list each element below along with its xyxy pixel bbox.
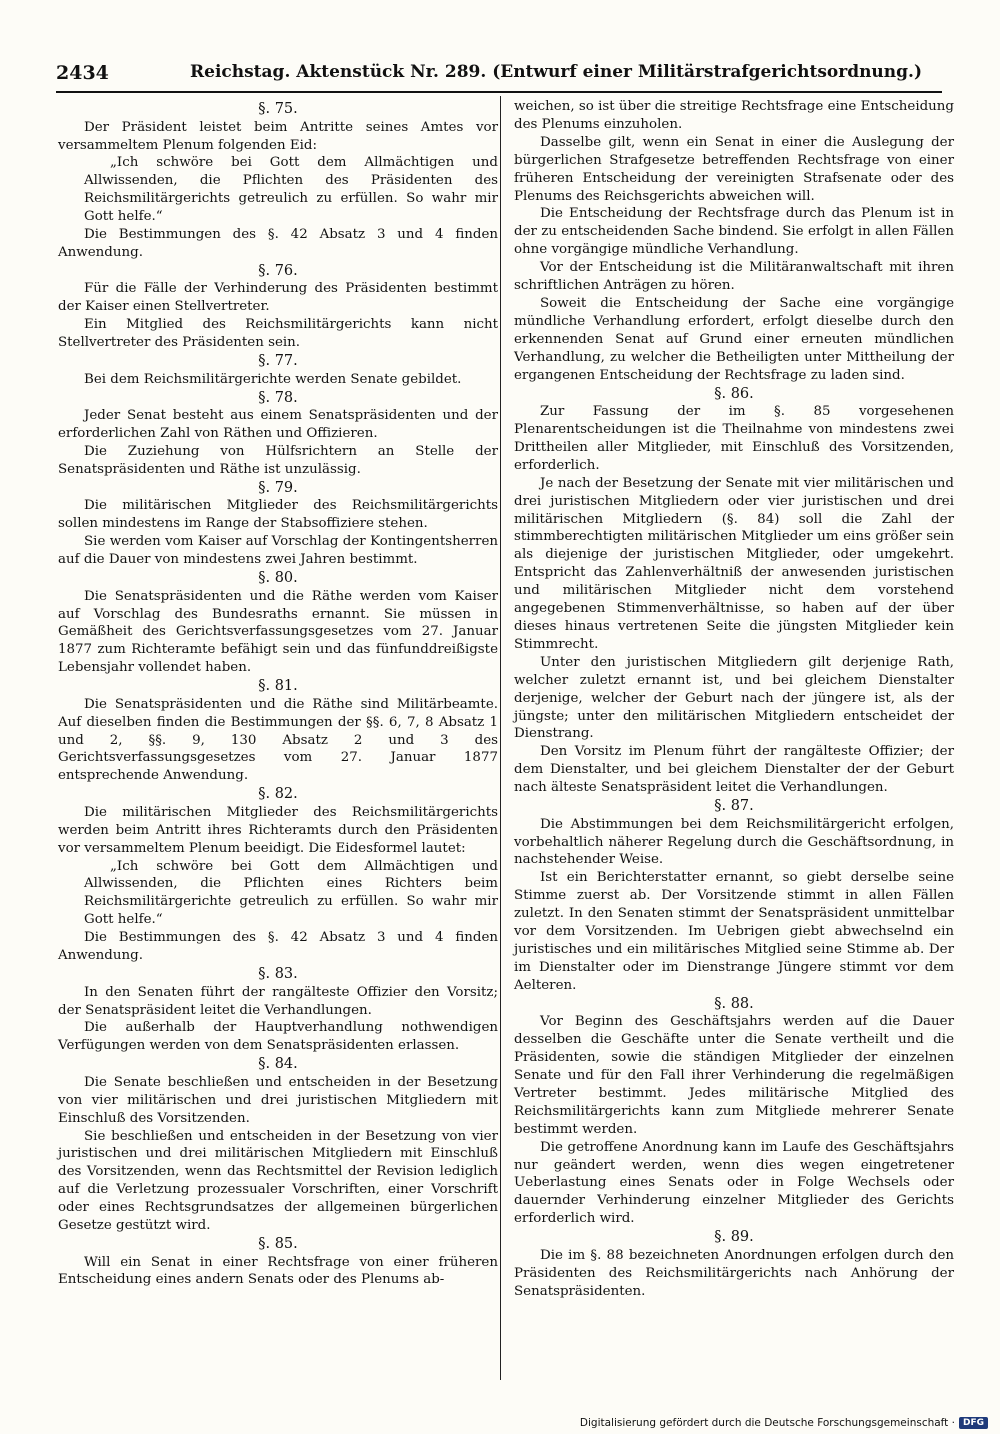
page-header [56,54,946,88]
paragraph: Zur Fassung der im §. 85 vorgesehenen Plenarentscheidungen ist die Theilnahme von mindestens zwei Drittheilen aller Mitglieder, mit Einschluß des Vorsitzenden, erforderlich. [514,404,954,473]
paragraph: Will ein Senat in einer Rechtsfrage von einer früheren Entscheidung eines andern Senats oder des Plenums ab- [58,1254,498,1288]
paragraph: Ist ein Berichterstatter ernannt, so giebt derselbe seine Stimme zuerst ab. Der Vorsitzende stimmt in allen Fällen zuletzt. In den Senaten stimmt der Senatspräsident unmittelbar vor dem Vorsitzenden. Im Uebrigen giebt abwechselnd ein juristisches und ein militärisches Mitglied seine Stimme ab. Der im Dienstalter oder im Dienstrange Jüngere stimmt vor dem Aelteren. [514,870,954,993]
header-rule [56,91,942,93]
section-heading: §. 86. [714,385,754,402]
paragraph: Die getroffene Anordnung kann im Laufe des Geschäftsjahrs nur geändert werden, wenn dies wegen eingetretener Ueberlastung eines Senats oder in Folge Wechsels oder dauernder Verhinderung einzelner Mitglieder des Gerichts erforderlich wird. [514,1139,954,1227]
paragraph: Die Senatspräsidenten und die Räthe werden vom Kaiser auf Vorschlag des Bundesraths ernannt. Sie müssen in Gemäßheit des Gerichtsverfassungsgesetzes vom 27. Januar 1877 zum Richteramte befähigt sein und das fünfunddreißigste Lebensjahr vollendet haben. [58,588,498,676]
funding-note: Digitalisierung gefördert durch die Deutsche Forschungsgemeinschaft · [579,1417,955,1429]
paragraph: Vor Beginn des Geschäftsjahrs werden auf die Dauer desselben die Geschäfte unter die Senate vertheilt und die Präsidenten, sowie die ständigen Mitglieder der einzelnen Senate und für den Fall ihrer Verhinderung die regelmäßigen Vertreter bestimmt. Jedes militärische Mitglied des Reichsmilitärgerichts kann zum Mitgliede mehrerer Senate bestimmt werden. [514,1014,954,1137]
section-heading: §. 78. [258,389,298,406]
paragraph: Je nach der Besetzung der Senate mit vier militärischen und drei juristischen Mitgliedern oder vier juristischen und drei militärischen Mitgliedern (§. 84) soll die Zahl der stimmberechtigten militärischen Mitglieder um eins größer sein als diejenige der juristischen Mitglieder, oder umgekehrt. Entspricht das Zahlenverhältniß der anwesenden juristischen und militärischen Mitglieder nicht dem vorstehend angegebenen Stimmenverhältnisse, so haben auf der über dieses hinaus vertretenen Seite die jüngsten Mitglieder kein Stimmrecht. [514,475,954,652]
paragraph: Die Zuziehung von Hülfsrichtern an Stelle der Senatspräsidenten und Räthe ist unzulässig. [58,443,498,477]
section-heading: §. 84. [258,1056,298,1073]
section-heading: §. 80. [258,570,298,586]
running-title: Reichstag. Aktenstück Nr. 289. (Entwurf einer Militärstrafgerichtsordnung.) [190,62,923,82]
paragraph: Die Senate beschließen und entscheiden in der Besetzung von vier militärischen und drei juristischen Mitgliedern mit Einschluß des Vorsitzenden. [58,1074,498,1126]
paragraph: Die Senatspräsidenten und die Räthe sind Militärbeamte. Auf dieselben finden die Bestimmungen der §§. 6, 7, 8 Absatz 1 und 2, §§. 9, 130 Absatz 2 und 3 des Gerichtsverfassungsgesetzes vom 27. Januar 1877 entsprechende Anwendung. [58,696,498,784]
paragraph: Die Entscheidung der Rechtsfrage durch das Plenum ist in der zu entscheidenden Sache bindend. Sie erfolgt in allen Fällen ohne vorgängige mündliche Verhandlung. [514,206,954,258]
paragraph: Soweit die Entscheidung der Sache eine vorgängige mündliche Verhandlung erfordert, erfolgt dieselbe durch den erkennenden Senat auf Grund einer erneuten mündlichen Verhandlung, zu welcher die Betheiligten unter Mittheilung der ergangenen Entscheidung der Rechtsfrage zu laden sind. [514,295,954,383]
paragraph: Die militärischen Mitglieder des Reichsmilitärgerichts sollen mindestens im Range der Stabsoffiziere stehen. [58,498,498,532]
footer [580,1414,988,1432]
paragraph: Die Bestimmungen des §. 42 Absatz 3 und 4 finden Anwendung. [58,930,498,964]
paragraph: In den Senaten führt der rangälteste Offizier den Vorsitz; der Senatspräsident leitet die Verhandlungen. [58,984,498,1018]
paragraph: Den Vorsitz im Plenum führt der rangälteste Offizier; der dem Dienstalter, und bei gleichem Dienstalter der der Geburt nach älteste Senatspräsident leitet die Verhandlungen. [514,744,954,796]
paragraph: Die militärischen Mitglieder des Reichsmilitärgerichts werden beim Antritt ihres Richteramts durch den Präsidenten vor versammeltem Plenum beeidigt. Die Eidesformel lautet: [58,804,498,856]
section-heading: §. 87. [714,798,754,815]
section-heading: §. 88. [714,995,754,1012]
page-number: 2434 [56,62,109,84]
paragraph: Sie werden vom Kaiser auf Vorschlag der Kontingentsherren auf die Dauer von mindestens zwei Jahren bestimmt. [58,534,498,568]
section-heading: §. 85. [258,1235,298,1252]
paragraph: Die Bestimmungen des §. 42 Absatz 3 und 4 finden Anwendung. [58,227,498,260]
section-heading: §. 83. [258,966,298,982]
paragraph: Bei dem Reichsmilitärgerichte werden Senate gebildet. [84,371,462,387]
paragraph: Die im §. 88 bezeichneten Anordnungen erfolgen durch den Präsidenten des Reichsmilitärgerichts nach Anhörung der Senatspräsidenten. [514,1247,954,1299]
section-heading: §. 76. [258,262,298,279]
column-divider [500,96,501,1380]
paragraph: Für die Fälle der Verhinderung des Präsidenten bestimmt der Kaiser einen Stellvertreter. [58,281,498,315]
section-heading: §. 82. [258,786,298,803]
paragraph: Die Abstimmungen bei dem Reichsmilitärgericht erfolgen, vorbehaltlich näherer Regelung durch die Geschäftsordnung, in nachstehender Weise. [514,816,954,868]
paragraph: Dasselbe gilt, wenn ein Senat in einer die Auslegung der bürgerlichen Strafgesetze betreffenden Rechtsfrage von einer früheren Entscheidung der vereinigten Strafsenate oder des Plenums des Reichsgerichts abweichen will. [514,134,954,204]
paragraph: Unter den juristischen Mitgliedern gilt derjenige Rath, welcher zuletzt ernannt ist, und bei gleichem Dienstalter derjenige, welcher der Geburt nach der jüngere ist, als der jüngste; unter den militärischen Mitgliedern entscheidet der Dienstrang. [514,654,954,742]
dfg-logo: DFG [959,1417,988,1429]
left-column [58,100,498,1289]
section-heading: §. 77. [258,353,298,370]
oath-text: „Ich schwöre bei Gott dem Allmächtigen und Allwissenden, die Pflichten des Präsidenten des Reichsmilitärgerichts getreulich zu erfüllen. So wahr mir Gott helfe.“ [84,155,498,225]
section-heading: §. 75. [258,101,298,117]
paragraph: Jeder Senat besteht aus einem Senatspräsidenten und der erforderlichen Zahl von Räthen und Offizieren. [58,408,498,442]
paragraph: Sie beschließen und entscheiden in der Besetzung von vier juristischen und drei militärischen Mitgliedern mit Einschluß des Vorsitzenden, wenn das Rechtsmittel der Revision lediglich auf die Verletzung prozessualer Vorschriften, einer Vorschrift oder eines Rechtsgrundsatzes der allgemeinen bürgerlichen Gesetze gestützt wird. [58,1128,498,1234]
paragraph: Der Präsident leistet beim Antritte seines Amtes vor versammeltem Plenum folgenden Eid: [58,119,498,153]
section-heading: §. 89. [714,1229,754,1246]
section-heading: §. 79. [258,479,298,496]
paragraph: Ein Mitglied des Reichsmilitärgerichts kann nicht Stellvertreter des Präsidenten sein. [58,317,498,351]
paragraph: Die außerhalb der Hauptverhandlung nothwendigen Verfügungen werden von dem Senatspräsidenten erlassen. [58,1020,498,1054]
right-column [514,98,954,1300]
section-heading: §. 81. [258,678,298,695]
oath-text: „Ich schwöre bei Gott dem Allmächtigen und Allwissenden, die Pflichten eines Richters beim Reichsmilitärgerichte getreulich zu erfüllen. So wahr mir Gott helfe.“ [84,858,498,928]
paragraph: weichen, so ist über die streitige Rechtsfrage eine Entscheidung des Plenums einzuholen. [514,99,954,132]
paragraph: Vor der Entscheidung ist die Militäranwaltschaft mit ihren schriftlichen Anträgen zu hören. [514,260,954,294]
